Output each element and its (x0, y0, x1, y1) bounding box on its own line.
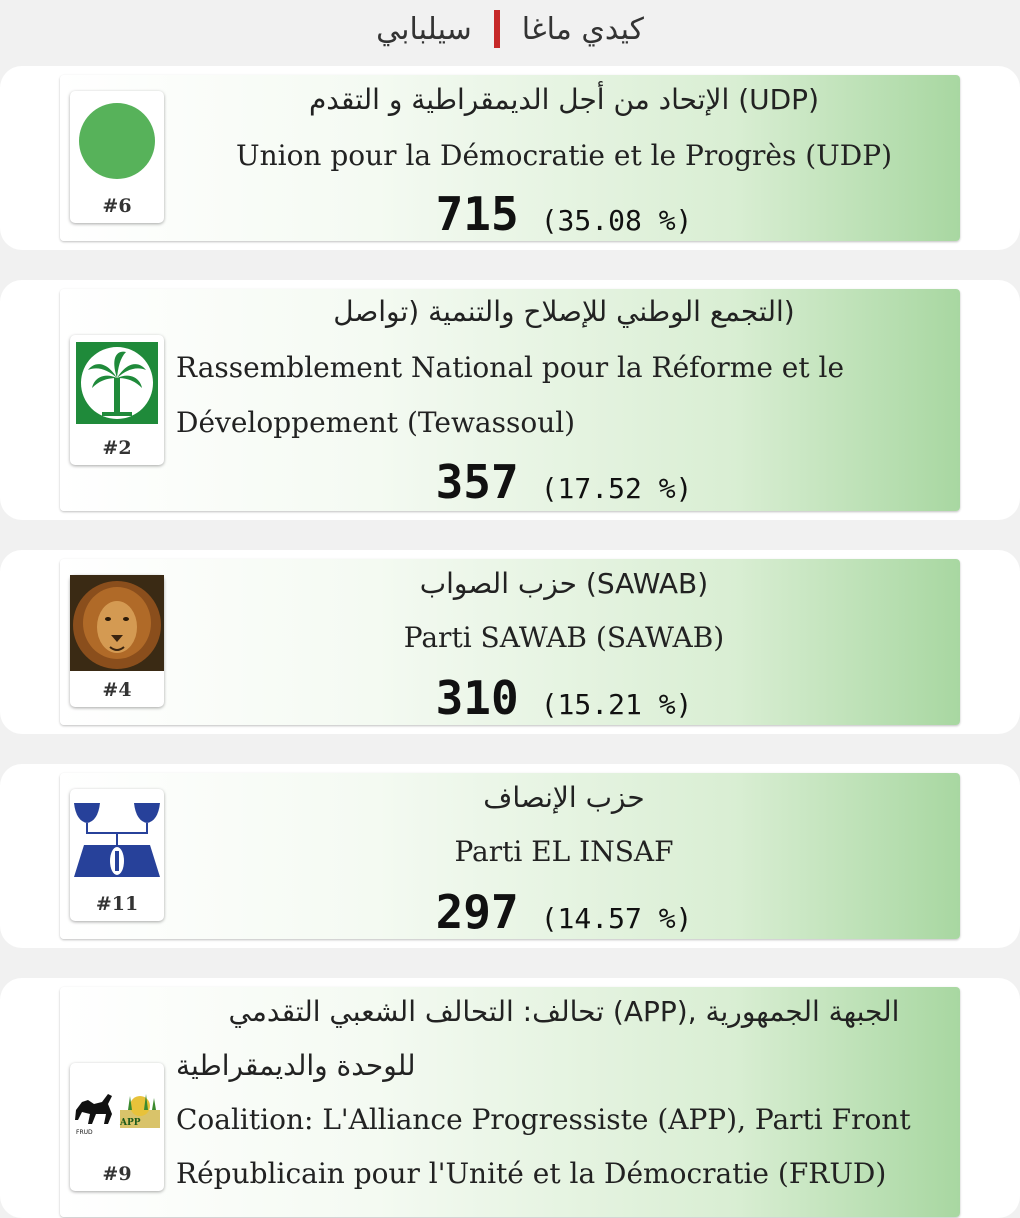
party-name-french-line2: Développement (Tewassoul) (176, 406, 576, 439)
party-number: #6 (102, 195, 132, 217)
party-name-arabic-line2: للوحدة والديمقراطية (176, 1049, 416, 1082)
party-card-tewassoul[interactable] (0, 280, 1020, 520)
party-logo-box (70, 789, 164, 921)
page-header (0, 0, 1020, 58)
party-vote-result (176, 455, 952, 509)
party-name-arabic: (UDP) الإتحاد من أجل الديمقراطية و التقدم (308, 83, 820, 116)
party-result-panel (60, 75, 960, 241)
party-vote-result (176, 187, 952, 241)
party-card-sawab[interactable] (0, 550, 1020, 734)
vote-count: 310 (435, 671, 519, 725)
party-logo-box (70, 1063, 164, 1191)
party-logo-box (70, 91, 164, 223)
party-card-insaf[interactable] (0, 764, 1020, 948)
party-number: #9 (102, 1163, 132, 1185)
vote-percent: (17.52 %) (540, 472, 693, 505)
party-result-panel (60, 289, 960, 511)
party-name-french: Parti EL INSAF (454, 835, 674, 868)
party-name-french: Parti SAWAB (SAWAB) (403, 621, 725, 654)
party-name-arabic-line1: الجبهة الجمهورية ,(APP) تحالف: التحالف الشعبي التقدمي (228, 995, 900, 1028)
party-name-arabic: (SAWAB) حزب الصواب (419, 567, 709, 600)
party-name-french-line1: Rassemblement National pour la Réforme et le (176, 351, 845, 384)
tewassoul-palm-tree-logo (70, 335, 164, 431)
party-name-arabic: (التجمع الوطني للإصلاح والتنمية (تواصل (333, 295, 795, 328)
vote-count: 357 (435, 455, 519, 509)
logo-label-frud: FRUD (76, 1129, 93, 1136)
party-logo-box (70, 575, 164, 707)
logo-label-app: APP (120, 1118, 141, 1128)
party-card-app-frud[interactable] (0, 978, 1020, 1218)
party-result-panel (60, 559, 960, 725)
party-card-udp[interactable] (0, 66, 1020, 250)
party-name-french-line2: Républicain pour l'Unité et la Démocratie (FRUD) (176, 1157, 887, 1190)
vote-percent: (15.21 %) (540, 688, 693, 721)
party-result-panel (60, 773, 960, 939)
party-number: #11 (95, 893, 139, 915)
sawab-lion-logo (70, 575, 164, 671)
vote-count: 297 (435, 885, 519, 939)
vote-percent: (35.08 %) (540, 204, 693, 237)
city-name: سيلبابي (376, 11, 472, 47)
vote-percent: (14.57 %) (540, 902, 693, 935)
region-name: كيدي ماغا (521, 11, 644, 47)
party-name-arabic: حزب الإنصاف (483, 781, 645, 814)
header-separator (494, 10, 500, 48)
party-number: #4 (102, 679, 132, 701)
party-name-french: Union pour la Démocratie et le Progrès (UDP) (235, 139, 892, 172)
party-number: #2 (102, 437, 132, 459)
app-frud-coalition-logo (70, 1063, 164, 1157)
party-name-french-line1: Coalition: L'Alliance Progressiste (APP), Parti Front (176, 1103, 911, 1136)
party-result-panel (60, 987, 960, 1217)
udp-green-circle-logo (70, 91, 164, 191)
party-vote-result (176, 671, 952, 725)
party-vote-result (176, 885, 952, 939)
party-logo-box (70, 335, 164, 465)
insaf-scale-logo (70, 789, 164, 889)
vote-count: 715 (435, 187, 519, 241)
